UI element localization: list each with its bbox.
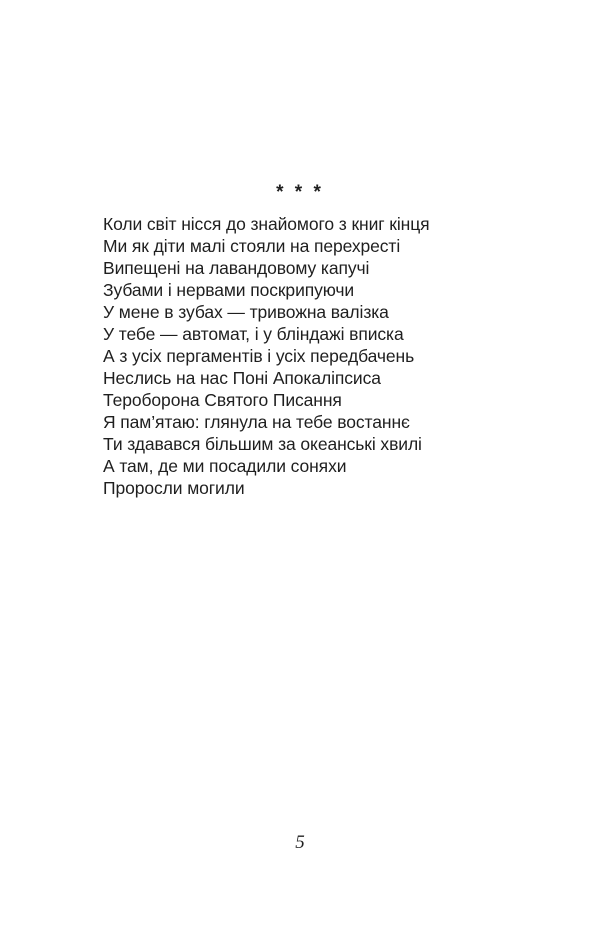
poem-line: А там, де ми посадили соняхи xyxy=(103,456,347,476)
poem-line: Ти здавався більшим за океанські хвилі xyxy=(103,434,422,454)
poem-line: Тероборона Святого Писання xyxy=(103,390,342,410)
poem-line: Неслись на нас Поні Апокаліпсиса xyxy=(103,368,381,388)
poem-line: У тебе — автомат, і у бліндажі вписка xyxy=(103,324,404,344)
poem-line: Проросли могили xyxy=(103,478,245,498)
poem-body xyxy=(103,213,543,499)
section-separator: * * * xyxy=(276,182,324,203)
poem-line: У мене в зубах — тривожна валізка xyxy=(103,302,389,322)
poem-line: Коли світ нісся до знайомого з книг кінця xyxy=(103,214,430,234)
poem-line: Випещені на лавандовому капучі xyxy=(103,258,370,278)
page-number: 5 xyxy=(295,832,305,853)
poem-line: А з усіх пергаментів і усіх передбачень xyxy=(103,346,415,366)
poem-line: Ми як діти малі стояли на перехресті xyxy=(103,236,401,256)
poem-line: Зубами і нервами поскрипуючи xyxy=(103,280,355,300)
poem-line: Я пам’ятаю: глянула на тебе востаннє xyxy=(103,412,410,432)
